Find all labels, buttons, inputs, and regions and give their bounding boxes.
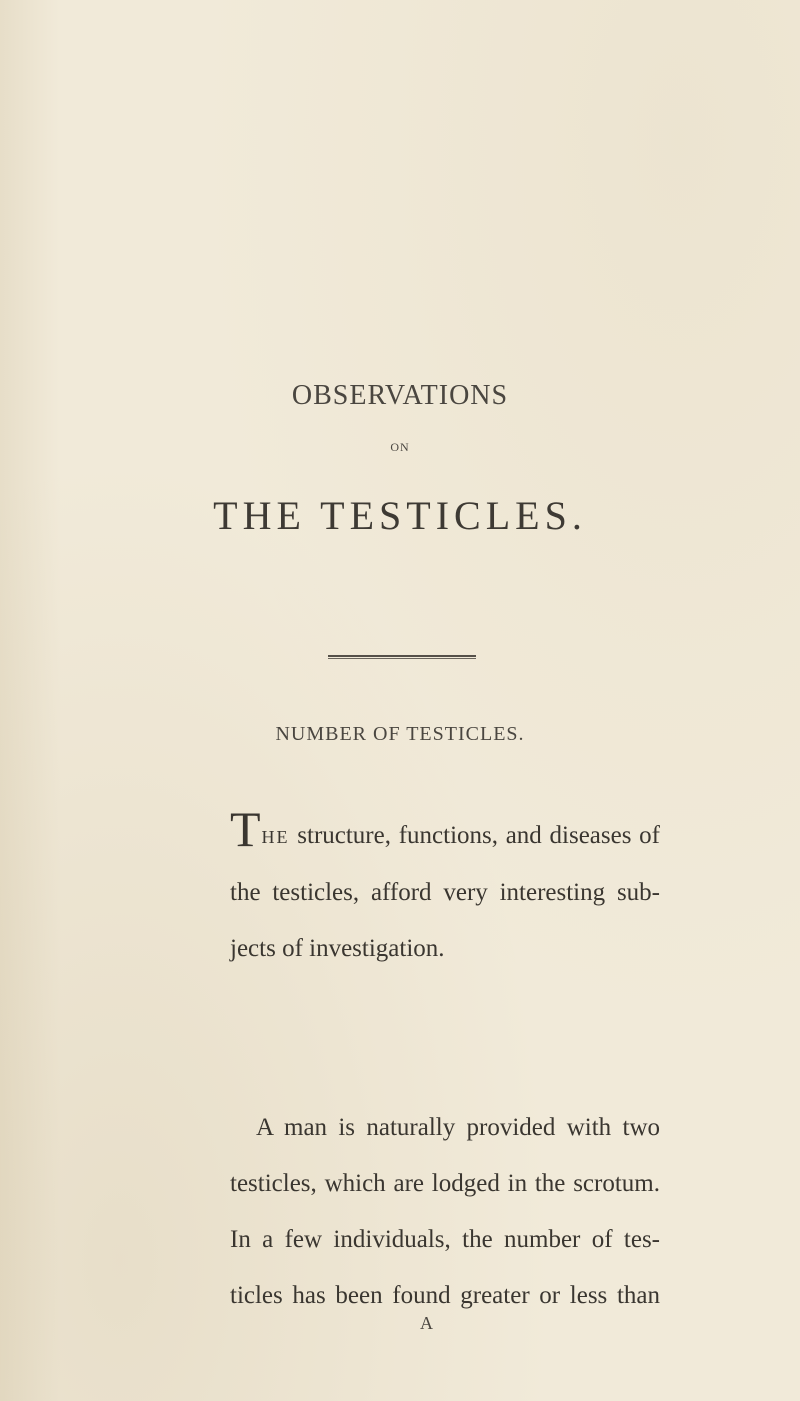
paragraph-2 xyxy=(230,1100,660,1324)
paragraph-1 xyxy=(230,801,660,977)
main-title: OBSERVATIONS xyxy=(291,380,509,411)
paragraph-line: A man is naturally provided with two xyxy=(256,1114,660,1141)
title-connector: ON xyxy=(390,440,410,454)
paragraph-line xyxy=(230,801,660,865)
ornamental-rule xyxy=(328,655,476,659)
paragraph-line: In a few individuals, the number of tes- xyxy=(230,1226,660,1253)
paragraph-line: the testicles, afford very interesting sub- xyxy=(230,879,660,906)
drop-cap: T xyxy=(230,801,261,857)
subject-title: THE TESTICLES. xyxy=(213,493,587,538)
paragraph-line: jects of investigation. xyxy=(230,935,445,962)
paragraph-line: ticles has been found greater or less than xyxy=(230,1282,660,1309)
section-heading: NUMBER OF TESTICLES. xyxy=(275,723,525,745)
paragraph-line: testicles, which are lodged in the scrotum. xyxy=(230,1170,660,1197)
signature-mark: A xyxy=(420,1313,433,1333)
line-text: structure, functions, and diseases of xyxy=(289,822,660,849)
small-caps-text: HE xyxy=(261,827,290,847)
